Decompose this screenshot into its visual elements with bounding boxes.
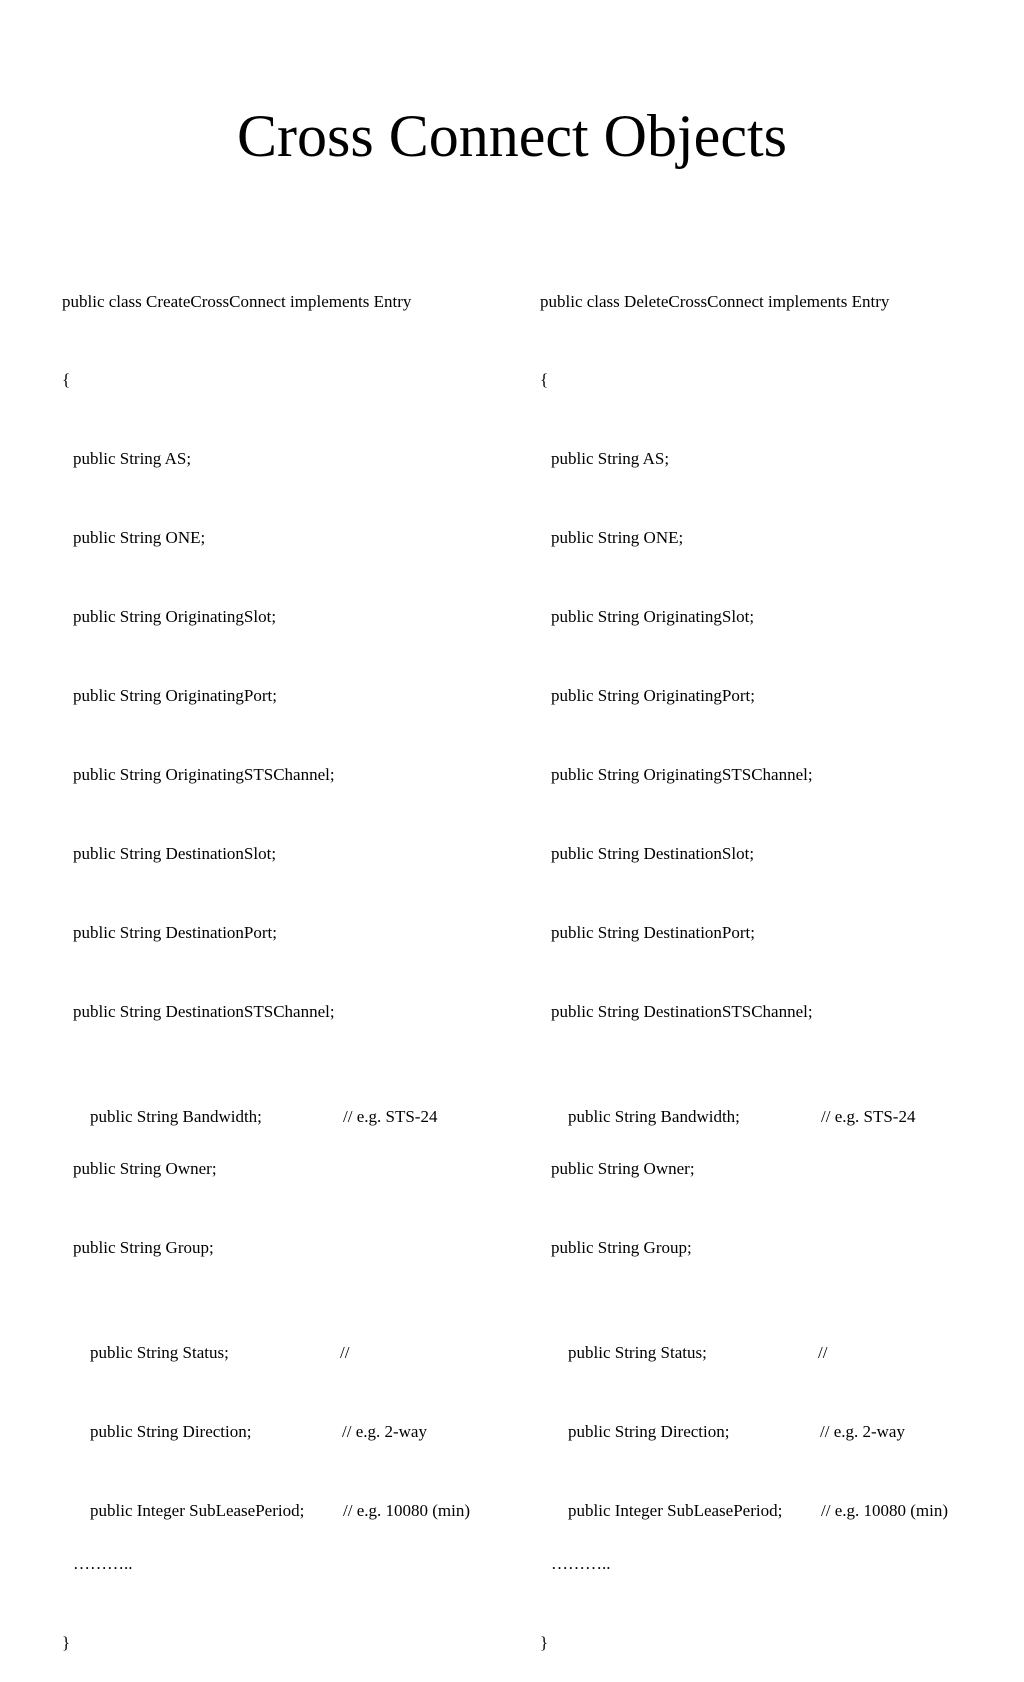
status-line	[62, 1314, 411, 1363]
field-line: public String AS;	[73, 449, 192, 469]
class-declaration: public class CreateCrossConnect implements Entry	[62, 291, 412, 311]
bandwidth-comment: // e.g. STS-24	[821, 1106, 916, 1126]
owner-field: public String Owner;	[551, 1159, 695, 1179]
status-comment: //	[340, 1343, 350, 1363]
direction-comment: // e.g. 2-way	[342, 1422, 427, 1442]
field-line: public String OriginatingPort;	[73, 686, 277, 706]
sublease-line	[62, 1472, 471, 1521]
open-brace: {	[62, 370, 71, 390]
slide-title: Cross Connect Objects	[237, 103, 787, 169]
bandwidth-line	[540, 1078, 916, 1126]
class-declaration: public class DeleteCrossConnect implements Entry	[540, 291, 890, 311]
field-line: public String DestinationPort;	[73, 922, 277, 942]
sublease-line	[540, 1472, 949, 1521]
bandwidth-line	[62, 1078, 438, 1126]
ellipsis: ………..	[73, 1553, 133, 1573]
sublease-field: public Integer SubLeasePeriod;	[568, 1501, 783, 1521]
close-brace: }	[540, 1632, 549, 1652]
field-line: public String OriginatingSlot;	[551, 607, 755, 627]
delete-cross-connect-code	[540, 236, 949, 1682]
close-brace: }	[62, 1632, 71, 1652]
direction-field: public String Direction;	[90, 1422, 252, 1442]
field-line: public String DestinationSTSChannel;	[73, 1001, 335, 1021]
field-line: public String ONE;	[73, 528, 206, 548]
field-line: public String OriginatingSTSChannel;	[551, 764, 813, 784]
sublease-comment: // e.g. 10080 (min)	[343, 1501, 471, 1521]
owner-field: public String Owner;	[73, 1159, 217, 1179]
group-field: public String Group;	[551, 1238, 692, 1258]
group-field: public String Group;	[73, 1238, 214, 1258]
direction-comment: // e.g. 2-way	[820, 1422, 905, 1442]
field-line: public String DestinationPort;	[551, 922, 755, 942]
status-field: public String Status;	[90, 1343, 229, 1363]
ellipsis: ………..	[551, 1553, 611, 1573]
field-line: public String OriginatingSTSChannel;	[73, 764, 335, 784]
bandwidth-comment: // e.g. STS-24	[343, 1106, 438, 1126]
direction-line	[62, 1393, 427, 1442]
status-line	[540, 1314, 889, 1363]
field-line: public String ONE;	[551, 528, 684, 548]
bandwidth-field: public String Bandwidth;	[90, 1106, 262, 1126]
field-line: public String AS;	[551, 449, 670, 469]
bandwidth-field: public String Bandwidth;	[568, 1106, 740, 1126]
field-line: public String DestinationSlot;	[73, 843, 277, 863]
sublease-field: public Integer SubLeasePeriod;	[90, 1501, 305, 1521]
direction-field: public String Direction;	[568, 1422, 730, 1442]
open-brace: {	[540, 370, 549, 390]
sublease-comment: // e.g. 10080 (min)	[821, 1501, 949, 1521]
field-line: public String OriginatingPort;	[551, 686, 755, 706]
create-cross-connect-code	[62, 236, 471, 1682]
field-line: public String OriginatingSlot;	[73, 607, 277, 627]
direction-line	[540, 1393, 905, 1442]
status-comment: //	[818, 1343, 828, 1363]
status-field: public String Status;	[568, 1343, 707, 1363]
field-line: public String DestinationSTSChannel;	[551, 1001, 813, 1021]
field-line: public String DestinationSlot;	[551, 843, 755, 863]
